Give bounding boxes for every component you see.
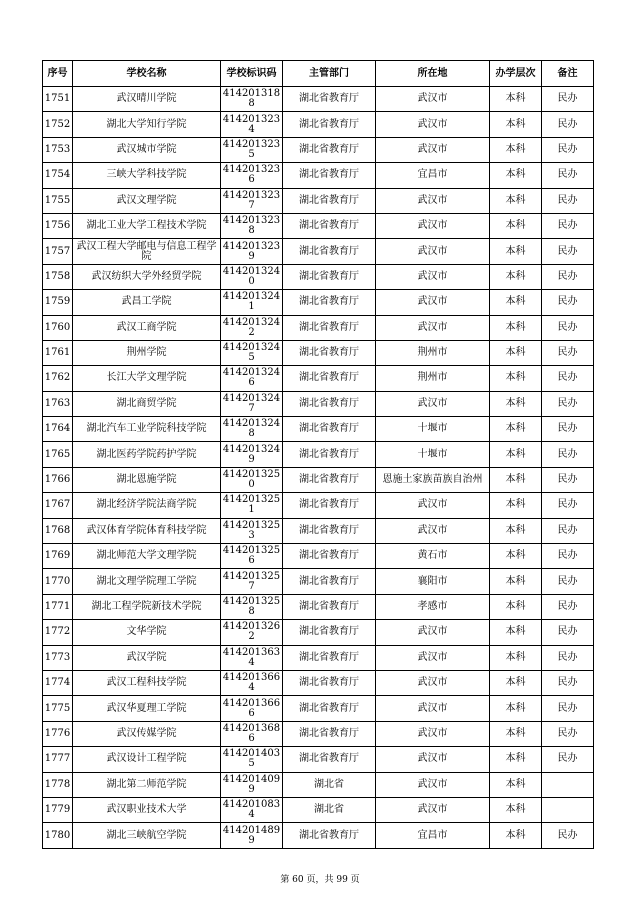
table-row xyxy=(43,721,594,746)
cell-remark: 民办 xyxy=(542,137,594,162)
cell-remark: 民办 xyxy=(542,518,594,543)
cell-school-code: 4142013666 xyxy=(221,696,283,721)
cell-school-name: 武汉体育学院体育科技学院 xyxy=(73,518,221,543)
cell-level: 本科 xyxy=(490,264,542,289)
cell-location: 武汉市 xyxy=(376,772,490,797)
cell-index: 1754 xyxy=(43,163,73,188)
table-row xyxy=(43,747,594,772)
cell-school-name: 湖北商贸学院 xyxy=(73,391,221,416)
cell-index: 1760 xyxy=(43,315,73,340)
cell-school-name: 三峡大学科技学院 xyxy=(73,163,221,188)
cell-school-name: 湖北三峡航空学院 xyxy=(73,823,221,848)
cell-location: 武汉市 xyxy=(376,213,490,238)
cell-department: 湖北省教育厅 xyxy=(283,163,376,188)
cell-school-code: 4142013240 xyxy=(221,264,283,289)
cell-location: 恩施土家族苗族自治州 xyxy=(376,467,490,492)
cell-location: 十堰市 xyxy=(376,442,490,467)
cell-index: 1765 xyxy=(43,442,73,467)
cell-remark: 民办 xyxy=(542,696,594,721)
cell-remark: 民办 xyxy=(542,340,594,365)
cell-location: 黄石市 xyxy=(376,544,490,569)
cell-level: 本科 xyxy=(490,391,542,416)
cell-school-name: 湖北经济学院法商学院 xyxy=(73,493,221,518)
cell-school-name: 武汉学院 xyxy=(73,645,221,670)
cell-school-name: 文华学院 xyxy=(73,620,221,645)
cell-index: 1762 xyxy=(43,366,73,391)
cell-location: 武汉市 xyxy=(376,620,490,645)
table-row xyxy=(43,137,594,162)
cell-index: 1763 xyxy=(43,391,73,416)
cell-school-name: 武汉华夏理工学院 xyxy=(73,696,221,721)
cell-location: 武汉市 xyxy=(376,137,490,162)
cell-index: 1759 xyxy=(43,290,73,315)
cell-remark xyxy=(542,797,594,822)
cell-remark: 民办 xyxy=(542,391,594,416)
cell-index: 1771 xyxy=(43,594,73,619)
cell-school-code: 4142013251 xyxy=(221,493,283,518)
cell-index: 1766 xyxy=(43,467,73,492)
cell-index: 1753 xyxy=(43,137,73,162)
cell-department: 湖北省教育厅 xyxy=(283,747,376,772)
cell-index: 1776 xyxy=(43,721,73,746)
cell-remark: 民办 xyxy=(542,112,594,137)
cell-remark: 民办 xyxy=(542,569,594,594)
table-row xyxy=(43,264,594,289)
table-row xyxy=(43,823,594,848)
cell-remark: 民办 xyxy=(542,417,594,442)
cell-level: 本科 xyxy=(490,87,542,112)
cell-school-code: 4142013257 xyxy=(221,569,283,594)
cell-index: 1755 xyxy=(43,188,73,213)
cell-department: 湖北省教育厅 xyxy=(283,823,376,848)
cell-index: 1779 xyxy=(43,797,73,822)
cell-location: 武汉市 xyxy=(376,112,490,137)
cell-school-code: 4142010834 xyxy=(221,797,283,822)
cell-index: 1751 xyxy=(43,87,73,112)
cell-department: 湖北省教育厅 xyxy=(283,188,376,213)
cell-school-code: 4142013242 xyxy=(221,315,283,340)
cell-school-code: 4142014099 xyxy=(221,772,283,797)
table-row xyxy=(43,670,594,695)
cell-location: 武汉市 xyxy=(376,239,490,264)
cell-location: 武汉市 xyxy=(376,696,490,721)
cell-level: 本科 xyxy=(490,518,542,543)
cell-school-code: 4142013235 xyxy=(221,137,283,162)
cell-location: 武汉市 xyxy=(376,315,490,340)
table-row xyxy=(43,163,594,188)
cell-school-name: 武汉工商学院 xyxy=(73,315,221,340)
cell-school-code: 4142013241 xyxy=(221,290,283,315)
cell-school-code: 4142014035 xyxy=(221,747,283,772)
table-row xyxy=(43,87,594,112)
cell-level: 本科 xyxy=(490,137,542,162)
cell-remark: 民办 xyxy=(542,315,594,340)
cell-remark: 民办 xyxy=(542,823,594,848)
table-row xyxy=(43,518,594,543)
cell-remark: 民办 xyxy=(542,188,594,213)
cell-index: 1761 xyxy=(43,340,73,365)
cell-school-code: 4142013237 xyxy=(221,188,283,213)
cell-level: 本科 xyxy=(490,772,542,797)
cell-remark: 民办 xyxy=(542,747,594,772)
cell-level: 本科 xyxy=(490,315,542,340)
cell-location: 武汉市 xyxy=(376,747,490,772)
table-row xyxy=(43,772,594,797)
table-row xyxy=(43,544,594,569)
cell-location: 宜昌市 xyxy=(376,823,490,848)
table-row xyxy=(43,290,594,315)
cell-location: 武汉市 xyxy=(376,391,490,416)
cell-school-name: 武汉工程大学邮电与信息工程学院 xyxy=(73,239,221,264)
cell-department: 湖北省教育厅 xyxy=(283,620,376,645)
table-row xyxy=(43,442,594,467)
cell-level: 本科 xyxy=(490,112,542,137)
cell-location: 武汉市 xyxy=(376,264,490,289)
cell-level: 本科 xyxy=(490,442,542,467)
table-header-row xyxy=(43,61,594,87)
cell-remark: 民办 xyxy=(542,670,594,695)
cell-remark: 民办 xyxy=(542,594,594,619)
cell-department: 湖北省教育厅 xyxy=(283,87,376,112)
cell-level: 本科 xyxy=(490,620,542,645)
table-row xyxy=(43,340,594,365)
cell-location: 孝感市 xyxy=(376,594,490,619)
cell-school-name: 武汉晴川学院 xyxy=(73,87,221,112)
cell-school-code: 4142013253 xyxy=(221,518,283,543)
cell-school-code: 4142013247 xyxy=(221,391,283,416)
cell-level: 本科 xyxy=(490,417,542,442)
table-row xyxy=(43,594,594,619)
cell-location: 武汉市 xyxy=(376,188,490,213)
cell-location: 武汉市 xyxy=(376,670,490,695)
table-row xyxy=(43,213,594,238)
cell-level: 本科 xyxy=(490,594,542,619)
cell-department: 湖北省教育厅 xyxy=(283,239,376,264)
cell-level: 本科 xyxy=(490,645,542,670)
cell-department: 湖北省教育厅 xyxy=(283,670,376,695)
table-row xyxy=(43,569,594,594)
cell-department: 湖北省教育厅 xyxy=(283,696,376,721)
cell-index: 1757 xyxy=(43,239,73,264)
cell-department: 湖北省教育厅 xyxy=(283,518,376,543)
cell-remark: 民办 xyxy=(542,442,594,467)
cell-remark: 民办 xyxy=(542,239,594,264)
school-table xyxy=(42,60,594,849)
cell-index: 1764 xyxy=(43,417,73,442)
cell-school-name: 武汉文理学院 xyxy=(73,188,221,213)
cell-remark: 民办 xyxy=(542,645,594,670)
cell-remark: 民办 xyxy=(542,366,594,391)
table-row xyxy=(43,467,594,492)
cell-school-name: 湖北汽车工业学院科技学院 xyxy=(73,417,221,442)
cell-department: 湖北省教育厅 xyxy=(283,137,376,162)
cell-index: 1778 xyxy=(43,772,73,797)
cell-school-code: 4142013256 xyxy=(221,544,283,569)
cell-school-code: 4142013258 xyxy=(221,594,283,619)
cell-location: 武汉市 xyxy=(376,87,490,112)
cell-department: 湖北省教育厅 xyxy=(283,569,376,594)
cell-school-name: 湖北文理学院理工学院 xyxy=(73,569,221,594)
cell-location: 武汉市 xyxy=(376,290,490,315)
cell-level: 本科 xyxy=(490,493,542,518)
cell-remark: 民办 xyxy=(542,620,594,645)
cell-index: 1780 xyxy=(43,823,73,848)
cell-department: 湖北省教育厅 xyxy=(283,544,376,569)
header-remark: 备注 xyxy=(542,61,594,87)
cell-remark: 民办 xyxy=(542,264,594,289)
cell-school-code: 4142013250 xyxy=(221,467,283,492)
cell-level: 本科 xyxy=(490,340,542,365)
cell-index: 1773 xyxy=(43,645,73,670)
cell-level: 本科 xyxy=(490,797,542,822)
cell-department: 湖北省教育厅 xyxy=(283,340,376,365)
cell-level: 本科 xyxy=(490,747,542,772)
cell-department: 湖北省教育厅 xyxy=(283,442,376,467)
table-row xyxy=(43,645,594,670)
cell-remark: 民办 xyxy=(542,544,594,569)
cell-school-name: 湖北第二师范学院 xyxy=(73,772,221,797)
header-location: 所在地 xyxy=(376,61,490,87)
cell-level: 本科 xyxy=(490,239,542,264)
cell-department: 湖北省 xyxy=(283,772,376,797)
cell-department: 湖北省教育厅 xyxy=(283,290,376,315)
cell-school-name: 武汉城市学院 xyxy=(73,137,221,162)
header-department: 主管部门 xyxy=(283,61,376,87)
cell-remark: 民办 xyxy=(542,467,594,492)
cell-index: 1758 xyxy=(43,264,73,289)
cell-index: 1756 xyxy=(43,213,73,238)
table-body xyxy=(43,87,594,849)
cell-index: 1772 xyxy=(43,620,73,645)
cell-school-code: 4142013248 xyxy=(221,417,283,442)
cell-school-code: 4142013249 xyxy=(221,442,283,467)
header-school-name: 学校名称 xyxy=(73,61,221,87)
cell-location: 武汉市 xyxy=(376,797,490,822)
cell-school-code: 4142013245 xyxy=(221,340,283,365)
cell-level: 本科 xyxy=(490,366,542,391)
cell-department: 湖北省教育厅 xyxy=(283,417,376,442)
cell-location: 十堰市 xyxy=(376,417,490,442)
cell-remark: 民办 xyxy=(542,213,594,238)
cell-level: 本科 xyxy=(490,163,542,188)
cell-index: 1775 xyxy=(43,696,73,721)
cell-school-name: 湖北工程学院新技术学院 xyxy=(73,594,221,619)
cell-level: 本科 xyxy=(490,569,542,594)
cell-location: 荆州市 xyxy=(376,366,490,391)
cell-location: 荆州市 xyxy=(376,340,490,365)
cell-department: 湖北省教育厅 xyxy=(283,112,376,137)
cell-department: 湖北省教育厅 xyxy=(283,315,376,340)
cell-level: 本科 xyxy=(490,467,542,492)
table-row xyxy=(43,417,594,442)
cell-school-name: 武汉纺织大学外经贸学院 xyxy=(73,264,221,289)
cell-department: 湖北省教育厅 xyxy=(283,493,376,518)
cell-index: 1770 xyxy=(43,569,73,594)
cell-location: 武汉市 xyxy=(376,493,490,518)
table-row xyxy=(43,696,594,721)
cell-remark: 民办 xyxy=(542,493,594,518)
table-row xyxy=(43,391,594,416)
table-row xyxy=(43,797,594,822)
header-school-code: 学校标识码 xyxy=(221,61,283,87)
cell-level: 本科 xyxy=(490,188,542,213)
cell-school-code: 4142013239 xyxy=(221,239,283,264)
cell-school-code: 4142013664 xyxy=(221,670,283,695)
cell-location: 武汉市 xyxy=(376,645,490,670)
cell-location: 宜昌市 xyxy=(376,163,490,188)
table-row xyxy=(43,239,594,264)
cell-index: 1774 xyxy=(43,670,73,695)
cell-index: 1777 xyxy=(43,747,73,772)
cell-index: 1767 xyxy=(43,493,73,518)
cell-school-name: 武汉工程科技学院 xyxy=(73,670,221,695)
cell-school-name: 武汉传媒学院 xyxy=(73,721,221,746)
cell-level: 本科 xyxy=(490,213,542,238)
cell-school-name: 长江大学文理学院 xyxy=(73,366,221,391)
cell-department: 湖北省教育厅 xyxy=(283,645,376,670)
cell-school-code: 4142013188 xyxy=(221,87,283,112)
cell-department: 湖北省教育厅 xyxy=(283,467,376,492)
table-row xyxy=(43,112,594,137)
cell-location: 武汉市 xyxy=(376,721,490,746)
cell-school-code: 4142013686 xyxy=(221,721,283,746)
cell-remark: 民办 xyxy=(542,163,594,188)
page-footer: 第 60 页，共 99 页 xyxy=(280,875,360,885)
cell-school-code: 4142013262 xyxy=(221,620,283,645)
cell-remark xyxy=(542,772,594,797)
cell-school-code: 4142014899 xyxy=(221,823,283,848)
cell-department: 湖北省 xyxy=(283,797,376,822)
table-row xyxy=(43,188,594,213)
cell-department: 湖北省教育厅 xyxy=(283,391,376,416)
table-row xyxy=(43,366,594,391)
cell-school-code: 4142013234 xyxy=(221,112,283,137)
header-index: 序号 xyxy=(43,61,73,87)
cell-school-name: 湖北大学知行学院 xyxy=(73,112,221,137)
cell-remark: 民办 xyxy=(542,721,594,746)
cell-remark: 民办 xyxy=(542,290,594,315)
cell-school-code: 4142013246 xyxy=(221,366,283,391)
cell-remark: 民办 xyxy=(542,87,594,112)
cell-index: 1768 xyxy=(43,518,73,543)
cell-index: 1752 xyxy=(43,112,73,137)
cell-school-name: 武汉设计工程学院 xyxy=(73,747,221,772)
cell-index: 1769 xyxy=(43,544,73,569)
cell-level: 本科 xyxy=(490,670,542,695)
table-row xyxy=(43,620,594,645)
cell-school-name: 武昌工学院 xyxy=(73,290,221,315)
header-level: 办学层次 xyxy=(490,61,542,87)
cell-school-name: 荆州学院 xyxy=(73,340,221,365)
cell-school-name: 湖北恩施学院 xyxy=(73,467,221,492)
cell-department: 湖北省教育厅 xyxy=(283,366,376,391)
cell-level: 本科 xyxy=(490,696,542,721)
cell-department: 湖北省教育厅 xyxy=(283,721,376,746)
cell-school-name: 武汉职业技术大学 xyxy=(73,797,221,822)
cell-department: 湖北省教育厅 xyxy=(283,264,376,289)
cell-level: 本科 xyxy=(490,290,542,315)
cell-school-code: 4142013238 xyxy=(221,213,283,238)
table-row xyxy=(43,493,594,518)
cell-location: 襄阳市 xyxy=(376,569,490,594)
table-row xyxy=(43,315,594,340)
cell-school-name: 湖北工业大学工程技术学院 xyxy=(73,213,221,238)
cell-location: 武汉市 xyxy=(376,518,490,543)
cell-school-code: 4142013236 xyxy=(221,163,283,188)
cell-department: 湖北省教育厅 xyxy=(283,213,376,238)
cell-level: 本科 xyxy=(490,721,542,746)
cell-school-name: 湖北医药学院药护学院 xyxy=(73,442,221,467)
cell-level: 本科 xyxy=(490,544,542,569)
cell-school-name: 湖北师范大学文理学院 xyxy=(73,544,221,569)
cell-department: 湖北省教育厅 xyxy=(283,594,376,619)
cell-school-code: 4142013634 xyxy=(221,645,283,670)
cell-level: 本科 xyxy=(490,823,542,848)
